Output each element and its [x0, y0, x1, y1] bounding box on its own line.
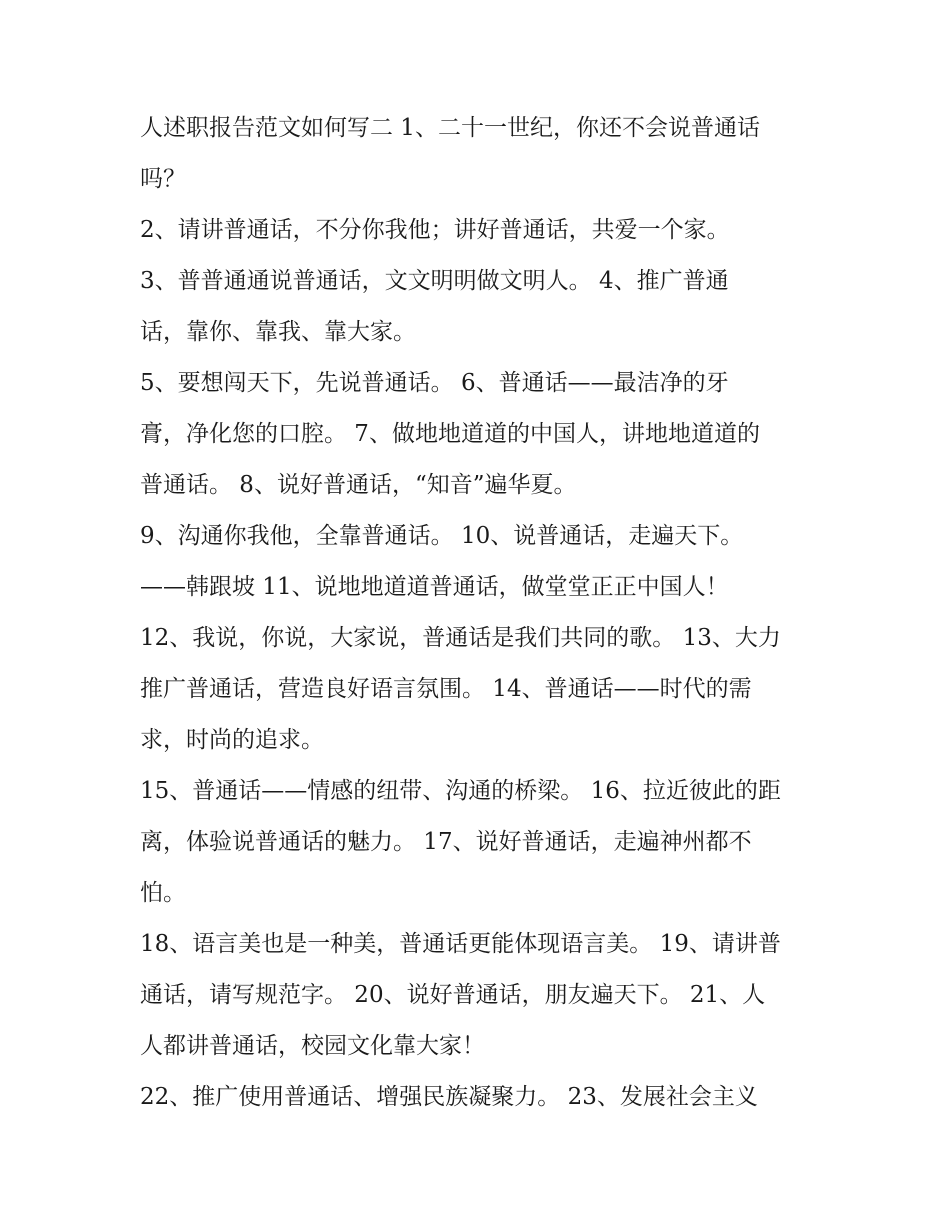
text-line: 3、普普通通说普通话，文文明明做文明人。 4、推广普通: [140, 268, 729, 294]
text-line: 人都讲普通话，校园文化靠大家！: [140, 1033, 485, 1059]
text-line: 人述职报告范文如何写二 1、二十一世纪，你还不会说普通话: [140, 115, 760, 141]
text-line: 12、我说，你说，大家说，普通话是我们共同的歌。 13、大力: [140, 625, 781, 651]
text-line: 离，体验说普通话的魅力。 17、说好普通话，走遍神州都不: [140, 829, 752, 855]
document-body: [140, 103, 820, 1123]
text-line: 求，时尚的追求。: [140, 727, 324, 753]
text-line: 膏，净化您的口腔。 7、做地地道道的中国人，讲地地道道的: [140, 421, 760, 447]
text-line: ——韩跟坡 11、说地地道道普通话，做堂堂正正中国人！: [140, 574, 729, 600]
text-line: 通话，请写规范字。 20、说好普通话，朋友遍天下。 21、人: [140, 982, 766, 1008]
text-line: 吗？: [140, 166, 186, 192]
text-line: 推广普通话，营造良好语言氛围。 14、普通话——时代的需: [140, 676, 752, 702]
text-line: 2、请讲普通话，不分你我他；讲好普通话，共爱一个家。: [140, 217, 730, 243]
text-line: 普通话。 8、说好普通话，“知音”遍华夏。: [140, 472, 577, 498]
text-line: 22、推广使用普通话、增强民族凝聚力。 23、发展社会主义: [140, 1084, 758, 1110]
text-line: 18、语言美也是一种美，普通话更能体现语言美。 19、请讲普: [140, 931, 781, 957]
text-line: 9、沟通你我他，全靠普通话。 10、说普通话，走遍天下。: [140, 523, 744, 549]
text-line: 怕。: [140, 880, 186, 906]
text-line: 5、要想闯天下，先说普通话。 6、普通话——最洁净的牙: [140, 370, 729, 396]
text-line: 话，靠你、靠我、靠大家。: [140, 319, 416, 345]
text-line: 15、普通话——情感的纽带、沟通的桥梁。 16、拉近彼此的距: [140, 778, 781, 804]
